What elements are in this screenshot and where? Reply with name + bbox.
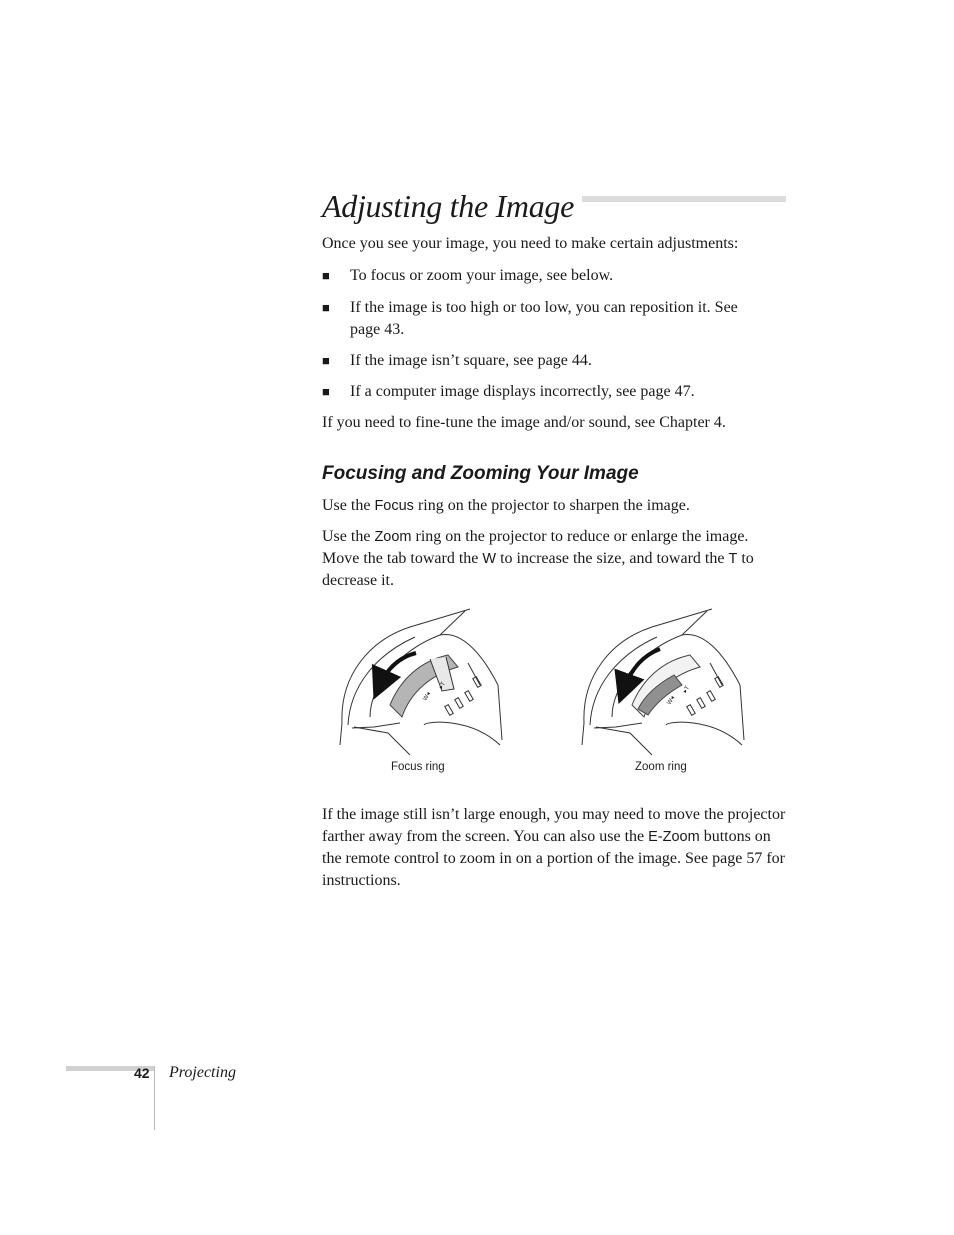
section-heading: Focusing and Zooming Your Image [322, 463, 639, 484]
projector-lens-diagram [330, 605, 780, 785]
bullet-text: To focus or zoom your image, see below. [350, 267, 614, 284]
bullet-item [322, 265, 762, 287]
page-title: Adjusting the Image [322, 184, 582, 228]
text-run: Use the [322, 497, 375, 514]
zoom-ring-mark-w: W◂ [666, 695, 677, 706]
bullet-text: If the image isn’t square, see page 44. [350, 352, 592, 369]
text-run: ring on the projector to sharpen the image. [413, 497, 690, 514]
focus-ring-drawing [340, 609, 502, 755]
page-number: 42 [134, 1065, 150, 1081]
ring-mark-t: ▸T [438, 681, 448, 690]
bullet-icon: ■ [322, 300, 330, 315]
zoom-keyword: Zoom [374, 529, 412, 545]
bullet-text: If a computer image displays incorrectly, see page 47. [350, 383, 695, 400]
text-run: ring on the projector to reduce or enlarge the image. Move the tab toward the [322, 528, 749, 567]
bullet-item [322, 297, 762, 341]
text-run: to increase the size, and toward the [496, 550, 729, 567]
ring-mark-w: W◂ [422, 691, 433, 702]
text-run: Use the [322, 528, 375, 545]
text-run: If the image still isn’t large enough, you may need to move the projector farther away from the screen. You can also use the [322, 806, 786, 845]
intro-text: Once you see your image, you need to make certain adjustments: [322, 235, 739, 252]
zoom-paragraph [322, 526, 786, 592]
bullet-text: If the image is too high or too low, you can reposition it. See page 43. [350, 299, 738, 338]
closing-paragraph [322, 804, 786, 892]
footer-rule [154, 1066, 155, 1130]
text-run: buttons on the remote control to zoom in on a portion of the image. See page 57 for instructions. [322, 828, 785, 889]
focus-ring-caption: Focus ring [391, 761, 445, 773]
e-zoom-keyword: E-Zoom [648, 829, 700, 845]
zoom-ring-caption: Zoom ring [635, 761, 687, 773]
finetune-text: If you need to fine-tune the image and/or sound, see Chapter 4. [322, 414, 726, 431]
bullet-item [322, 381, 762, 403]
t-keyword: T [728, 551, 738, 567]
w-keyword: W [482, 551, 497, 567]
bullet-item [322, 350, 762, 372]
focus-paragraph [322, 495, 786, 517]
zoom-ring-mark-t: ▸T [682, 685, 692, 694]
bullet-icon: ■ [322, 268, 330, 283]
bullet-icon: ■ [322, 384, 330, 399]
bullet-icon: ■ [322, 353, 330, 368]
text-run: to decrease it. [322, 550, 754, 589]
focus-zoom-illustration [330, 605, 780, 785]
footer-section-name: Projecting [169, 1064, 236, 1081]
zoom-ring-drawing [582, 609, 744, 755]
focus-keyword: Focus [374, 498, 414, 514]
